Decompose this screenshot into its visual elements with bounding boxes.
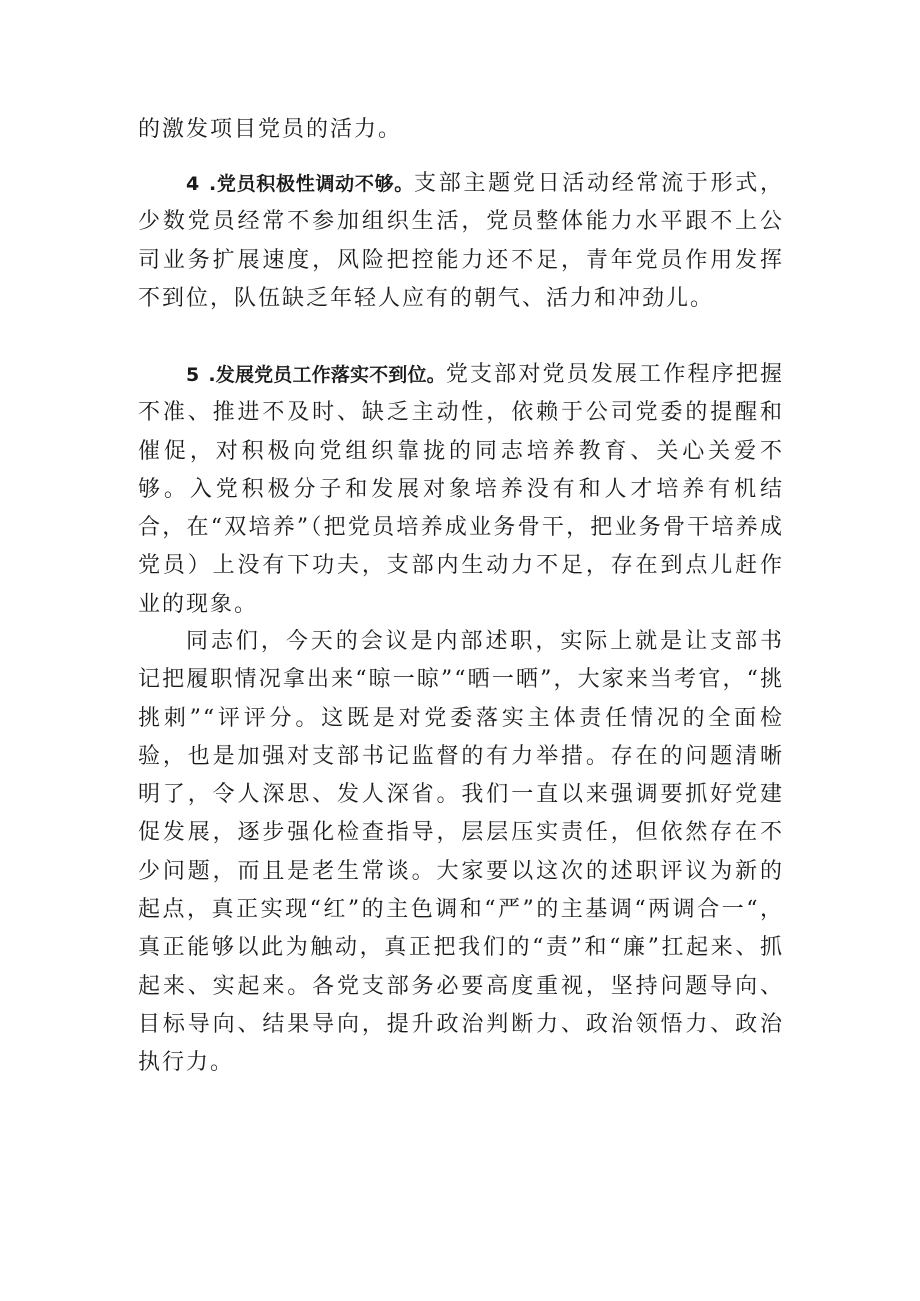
- item-5-paragraph: [138, 356, 784, 624]
- continuation-paragraph: 的激发项目党员的活力。: [138, 117, 403, 142]
- item-4-number: 4: [186, 173, 200, 195]
- item-4-body: 支部主题党日活动经常流于形式，少数党员经常不参加组织生活，党员整体能力水平跟不上公司业务扩展速度，风险把控能力还不足，青年党员作用发挥不到位，队伍缺乏年轻人应有的朝气、活力和冲劲儿。: [138, 171, 784, 311]
- item-5-number: 5: [186, 364, 200, 386]
- item-4-heading: .党员积极性调动不够。: [208, 173, 415, 195]
- item-5-heading: .发展党员工作落实不到位。: [208, 364, 446, 386]
- item-4-paragraph: [138, 165, 784, 318]
- item-5-body: 党支部对党员发展工作程序把握不准、推进不及时、缺乏主动性，依赖于公司党委的提醒和催促，对积极向党组织靠拢的同志培养教育、关心关爱不够。入党积极分子和发展对象培养没有和人才培养有机结合，在“双培养”（把党员培养成业务骨干，把业务骨干培养成党员）上没有下功夫，支部内生动力不足，存在到点儿赶作业的现象。: [138, 362, 784, 617]
- closing-paragraph: 同志们，今天的会议是内部述职，实际上就是让支部书记把履职情况拿出来“晾一晾”“晒一晒”，大家来当考官，“挑挑刺”“评评分。这既是对党委落实主体责任情况的全面检验，也是加强对支部书记监督的有力举措。存在的问题清晰明了，令人深思、发人深省。我们一直以来强调要抓好党建促发展，逐步强化检查指导，层层压实责任，但依然存在不少问题，而且是老生常谈。大家要以这次的述职评议为新的起点，真正实现“红”的主色调和“严”的主基调“两调合一“，真正能够以此为触动，真正把我们的“责”和“廉”扛起来、抓起来、实起来。各党支部务必要高度重视，坚持问题导向、目标导向、结果导向，提升政治判断力、政治领悟力、政治执行力。: [138, 629, 784, 1076]
